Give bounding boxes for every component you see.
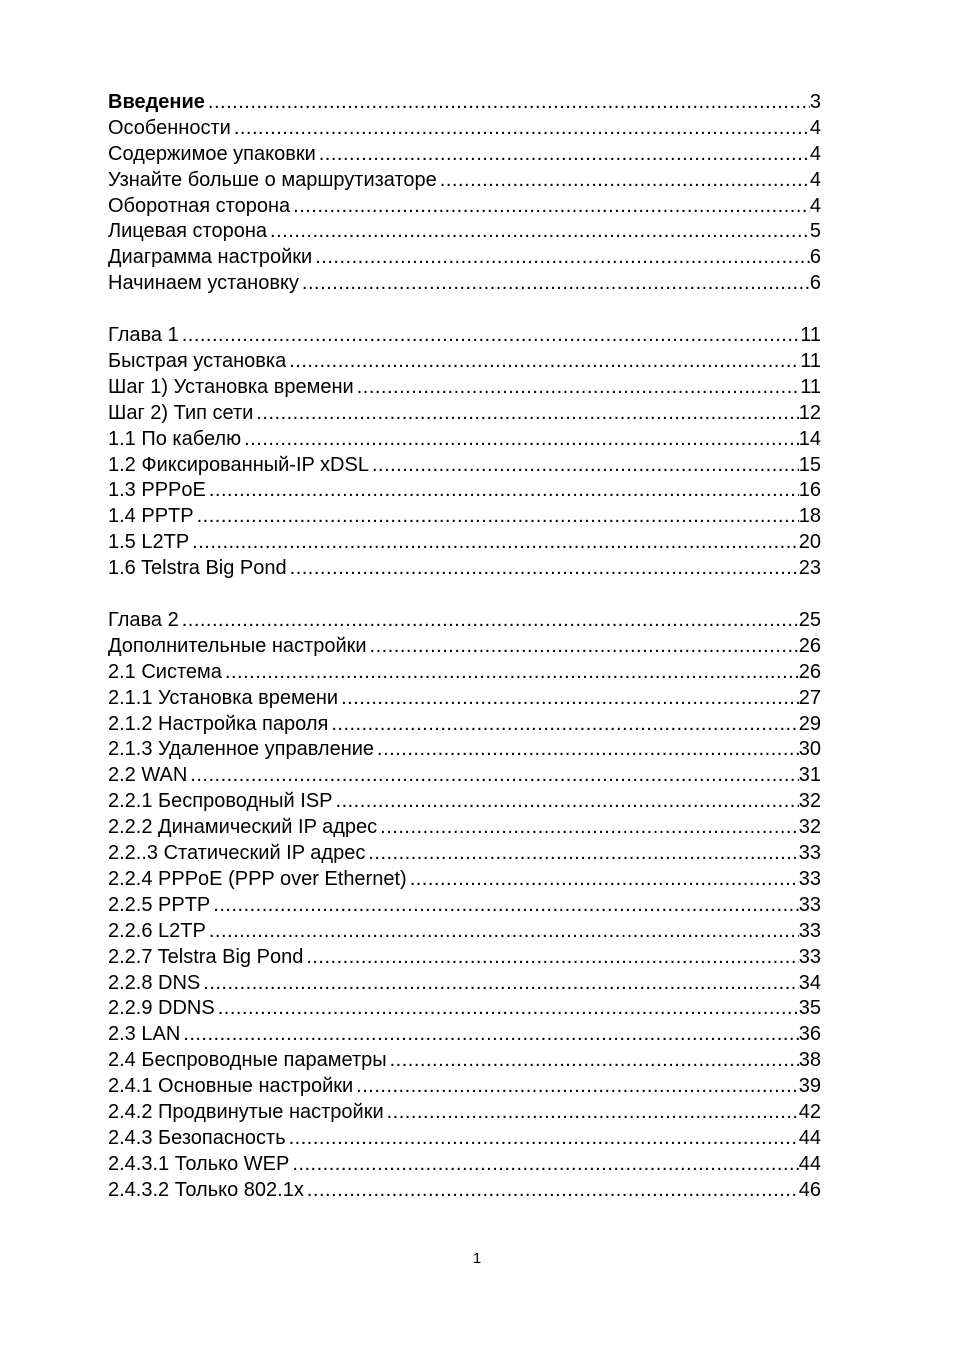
toc-entry-title: Начинаем установку — [108, 272, 299, 295]
toc-entry-title: 2.4.3 Безопасность — [108, 1126, 286, 1149]
toc-dot-leader — [387, 1048, 799, 1074]
toc-dot-leader — [205, 90, 810, 116]
toc-entry-title: 2.2.7 Telstra Big Pond — [108, 945, 304, 968]
toc-entry-title: 2.2.4 PPPoE (PPP over Ethernet) — [108, 867, 407, 890]
toc-entry-title: 2.2.8 DNS — [108, 971, 201, 994]
toc-dot-leader — [354, 375, 801, 401]
toc-entry-page: 6 — [809, 246, 821, 269]
toc-entry-page: 4 — [809, 168, 821, 191]
toc-entry-page: 23 — [798, 557, 821, 580]
toc-dot-leader — [290, 194, 810, 220]
toc-entry-page: 4 — [809, 142, 821, 165]
toc-entry-title: 2.4.3.1 Только WEP — [108, 1152, 290, 1175]
toc-dot-leader — [437, 168, 810, 194]
toc-dot-leader — [333, 789, 799, 815]
toc-entry[interactable] — [108, 1074, 821, 1100]
toc-entry-page: 26 — [798, 634, 821, 657]
toc-dot-leader — [206, 478, 799, 504]
toc-dot-leader — [407, 867, 799, 893]
toc-dot-leader — [377, 815, 799, 841]
toc-entry-page: 44 — [798, 1152, 821, 1175]
toc-entry-title: 2.2.6 L2TP — [108, 919, 206, 942]
toc-entry-title: 2.4 Беспроводные параметры — [108, 1049, 387, 1072]
toc-entry[interactable] — [108, 478, 821, 504]
toc-entry-title: Узнайте больше о маршрутизаторе — [108, 168, 437, 191]
toc-entry-page: 4 — [809, 116, 821, 139]
toc-entry-page: 42 — [798, 1100, 821, 1123]
toc-entry[interactable] — [108, 893, 821, 919]
toc-entry-page: 32 — [798, 790, 821, 813]
toc-entry[interactable] — [108, 427, 821, 453]
toc-entry[interactable] — [108, 971, 821, 997]
toc-dot-leader — [189, 530, 799, 556]
toc-entry-title: Особенности — [108, 116, 231, 139]
toc-entry[interactable] — [108, 504, 821, 530]
toc-entry-page: 5 — [809, 220, 821, 243]
toc-entry-title: 2.2.9 DDNS — [108, 997, 215, 1020]
toc-entry[interactable] — [108, 375, 821, 401]
toc-entry[interactable] — [108, 1126, 821, 1152]
toc-entry-title: Быстрая установка — [108, 350, 287, 373]
toc-entry-title: Содержимое упаковки — [108, 142, 316, 165]
toc-dot-leader — [374, 737, 799, 763]
table-of-contents — [108, 90, 821, 1204]
toc-dot-leader — [179, 323, 801, 349]
toc-entry-title: Шаг 1) Установка времени — [108, 375, 354, 398]
toc-entry-title: 2.1.2 Настройка пароля — [108, 712, 329, 735]
toc-dot-leader — [206, 919, 799, 945]
toc-entry[interactable] — [108, 1048, 821, 1074]
toc-entry-title: 2.2..3 Статический IP адрес — [108, 842, 366, 865]
toc-dot-leader — [312, 245, 810, 271]
toc-entry-page: 18 — [798, 505, 821, 528]
toc-entry-page: 34 — [798, 971, 821, 994]
toc-entry[interactable] — [108, 1152, 821, 1178]
toc-entry-title: Глава 2 — [108, 609, 179, 632]
toc-entry[interactable] — [108, 556, 821, 582]
toc-entry[interactable] — [108, 90, 821, 116]
toc-entry-page: 4 — [809, 194, 821, 217]
toc-entry-title: 2.2 WAN — [108, 764, 188, 787]
toc-entry-title: 2.2.1 Беспроводный ISP — [108, 790, 333, 813]
toc-dot-leader — [286, 1126, 799, 1152]
toc-entry-page: 15 — [798, 453, 821, 476]
toc-entry[interactable] — [108, 634, 821, 660]
toc-entry-title: 2.4.3.2 Только 802.1x — [108, 1178, 304, 1201]
page-number: 1 — [472, 1250, 482, 1267]
toc-entry[interactable] — [108, 194, 821, 220]
toc-entry[interactable] — [108, 841, 821, 867]
toc-entry[interactable] — [108, 660, 821, 686]
toc-dot-leader — [384, 1100, 799, 1126]
toc-entry-page: 36 — [798, 1023, 821, 1046]
toc-entry[interactable] — [108, 867, 821, 893]
toc-entry-title: Глава 1 — [108, 324, 179, 347]
toc-entry-page: 31 — [798, 764, 821, 787]
toc-entry[interactable] — [108, 789, 821, 815]
toc-dot-leader — [194, 504, 799, 530]
toc-entry[interactable] — [108, 323, 821, 349]
toc-entry[interactable] — [108, 686, 821, 712]
toc-entry-title: 2.1.3 Удаленное управление — [108, 738, 375, 761]
toc-entry-title: 2.1 Система — [108, 660, 222, 683]
toc-dot-leader — [253, 401, 798, 427]
toc-entry-page: 6 — [809, 272, 821, 295]
toc-entry[interactable] — [108, 245, 821, 271]
toc-entry[interactable] — [108, 815, 821, 841]
toc-dot-leader — [287, 556, 799, 582]
toc-entry[interactable] — [108, 349, 821, 375]
toc-dot-leader — [369, 453, 799, 479]
toc-dot-leader — [365, 841, 798, 867]
toc-entry-page: 11 — [800, 375, 821, 398]
toc-dot-leader — [353, 1074, 799, 1100]
toc-entry[interactable] — [108, 1022, 821, 1048]
toc-entry[interactable] — [108, 919, 821, 945]
toc-entry-title: 1.4 PPTP — [108, 505, 194, 528]
toc-entry-page: 16 — [798, 479, 821, 502]
toc-entry-title: 1.2 Фиксированный-IP xDSL — [108, 453, 369, 476]
toc-entry-page: 33 — [798, 867, 821, 890]
toc-dot-leader — [210, 893, 798, 919]
toc-entry[interactable] — [108, 1178, 821, 1204]
toc-entry-title: 2.4.2 Продвинутые настройки — [108, 1100, 384, 1123]
toc-entry[interactable] — [108, 142, 821, 168]
toc-dot-leader — [187, 763, 798, 789]
toc-dot-leader — [267, 219, 810, 245]
toc-entry-title: 1.1 По кабелю — [108, 427, 242, 450]
toc-entry-title: Лицевая сторона — [108, 220, 268, 243]
toc-entry-page: 33 — [798, 842, 821, 865]
toc-dot-leader — [289, 1152, 798, 1178]
toc-entry-title: Диаграмма настройки — [108, 246, 313, 269]
toc-entry-title: 1.3 PPPoE — [108, 479, 206, 502]
toc-entry-page: 27 — [798, 686, 821, 709]
toc-dot-leader — [367, 634, 799, 660]
toc-entry-page: 38 — [798, 1049, 821, 1072]
toc-entry[interactable] — [108, 116, 821, 142]
toc-entry-title: 2.2.5 PPTP — [108, 893, 211, 916]
toc-entry-page: 46 — [798, 1178, 821, 1201]
toc-entry-page: 30 — [798, 738, 821, 761]
toc-entry-page: 20 — [798, 531, 821, 554]
toc-group — [108, 608, 821, 1203]
toc-entry[interactable] — [108, 271, 821, 297]
toc-entry-page: 11 — [800, 324, 821, 347]
toc-entry-title: 1.5 L2TP — [108, 531, 190, 554]
toc-entry-page: 33 — [798, 893, 821, 916]
toc-entry-page: 33 — [798, 919, 821, 942]
toc-entry[interactable] — [108, 945, 821, 971]
toc-entry[interactable] — [108, 608, 821, 634]
toc-dot-leader — [241, 427, 799, 453]
toc-dot-leader — [316, 142, 810, 168]
toc-entry-page: 11 — [800, 350, 821, 373]
toc-entry-page: 12 — [798, 401, 821, 424]
toc-dot-leader — [286, 349, 800, 375]
toc-dot-leader — [299, 271, 810, 297]
toc-dot-leader — [215, 996, 799, 1022]
toc-entry-page: 39 — [798, 1075, 821, 1098]
toc-entry[interactable] — [108, 996, 821, 1022]
toc-entry-title: 2.4.1 Основные настройки — [108, 1075, 354, 1098]
toc-entry[interactable] — [108, 1100, 821, 1126]
toc-entry-page: 32 — [798, 816, 821, 839]
toc-entry-title: Шаг 2) Тип сети — [108, 401, 254, 424]
toc-entry-title: 2.3 LAN — [108, 1023, 181, 1046]
toc-entry[interactable] — [108, 712, 821, 738]
toc-entry[interactable] — [108, 763, 821, 789]
toc-dot-leader — [304, 1178, 799, 1204]
toc-entry-page: 14 — [798, 427, 821, 450]
toc-entry[interactable] — [108, 219, 821, 245]
toc-dot-leader — [328, 712, 798, 738]
toc-entry[interactable] — [108, 737, 821, 763]
toc-entry-page: 33 — [798, 945, 821, 968]
toc-entry-title: 2.1.1 Установка времени — [108, 686, 339, 709]
toc-entry-page: 35 — [798, 997, 821, 1020]
toc-dot-leader — [222, 660, 799, 686]
toc-entry-title: Введение — [108, 91, 205, 113]
toc-entry-title: 1.6 Telstra Big Pond — [108, 557, 287, 580]
toc-entry[interactable] — [108, 453, 821, 479]
toc-entry[interactable] — [108, 401, 821, 427]
toc-entry-page: 25 — [798, 609, 821, 632]
toc-dot-leader — [179, 608, 799, 634]
toc-dot-leader — [200, 971, 798, 997]
toc-dot-leader — [180, 1022, 798, 1048]
toc-dot-leader — [231, 116, 810, 142]
toc-entry-page: 44 — [798, 1126, 821, 1149]
toc-dot-leader — [303, 945, 798, 971]
toc-entry-title: Дополнительные настройки — [108, 634, 367, 657]
toc-group — [108, 323, 821, 582]
toc-group — [108, 90, 821, 297]
toc-dot-leader — [338, 686, 799, 712]
toc-entry-page: 26 — [798, 660, 821, 683]
toc-entry[interactable] — [108, 168, 821, 194]
toc-entry[interactable] — [108, 530, 821, 556]
toc-entry-title: 2.2.2 Динамический IP адрес — [108, 816, 378, 839]
toc-entry-page: 29 — [798, 712, 821, 735]
toc-entry-page: 3 — [809, 91, 821, 113]
toc-entry-title: Оборотная сторона — [108, 194, 291, 217]
